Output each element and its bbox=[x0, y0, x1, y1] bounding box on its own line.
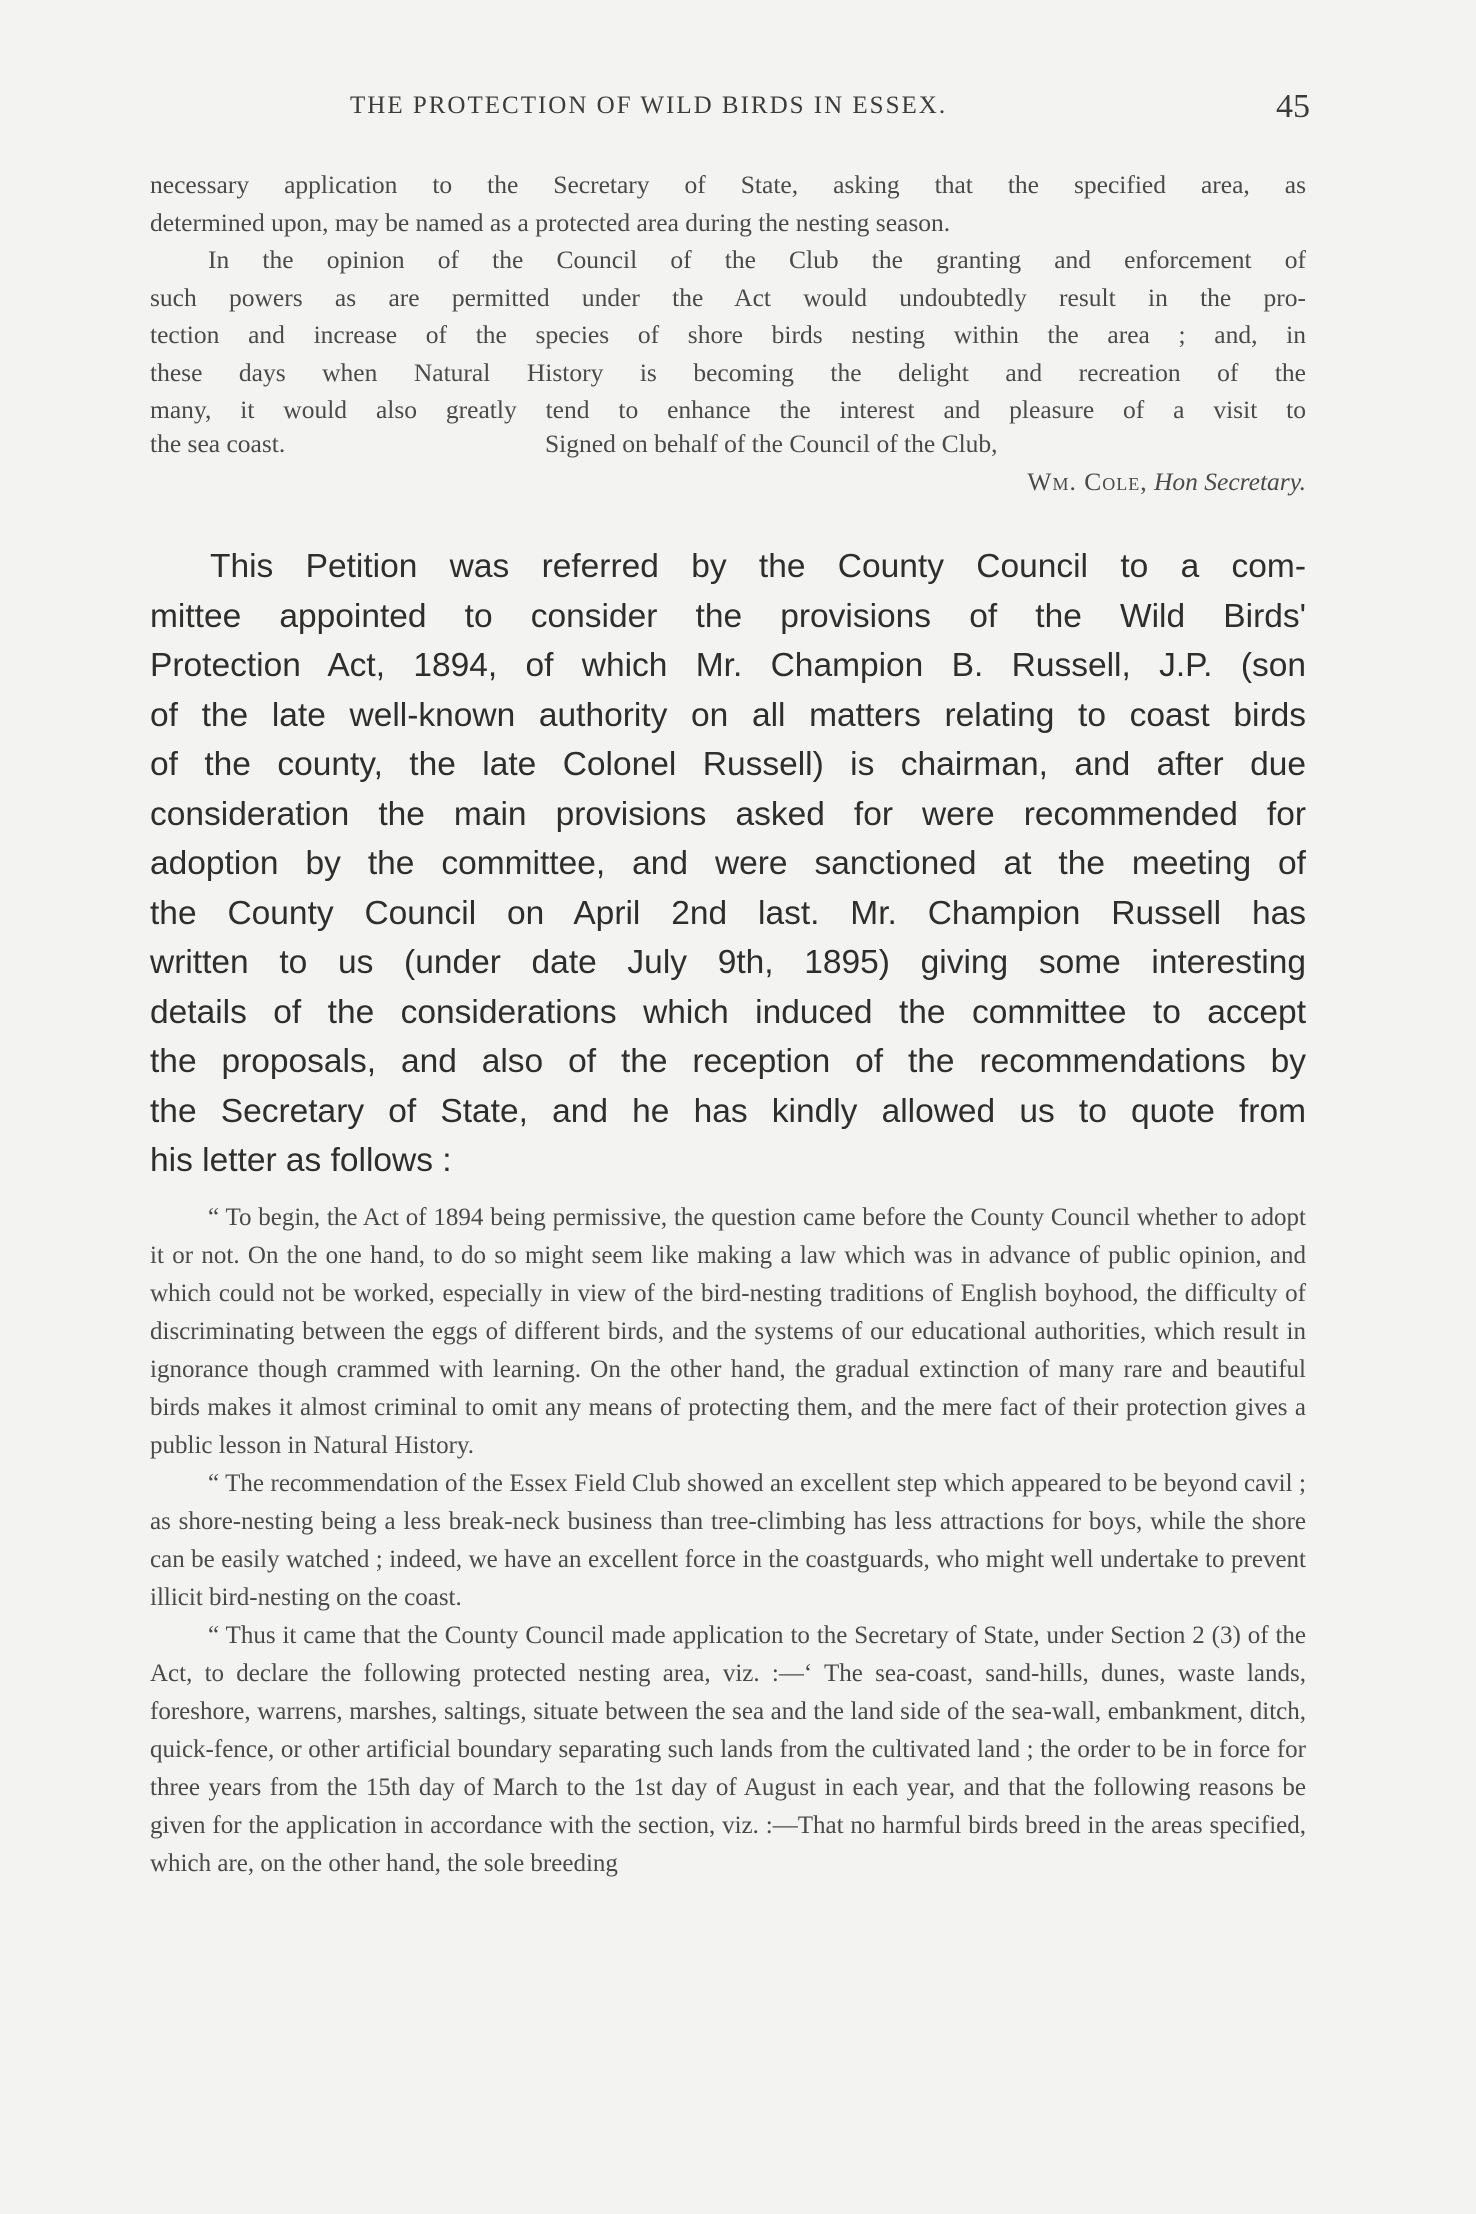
signatory-name: Wm. Cole, bbox=[1027, 466, 1148, 496]
text-line: many, it would also greatly tend to enhance the interest and pleasure of a visit to bbox=[150, 395, 1306, 424]
running-head: THE PROTECTION OF WILD BIRDS IN ESSEX. bbox=[350, 92, 948, 119]
letter-paragraph: “ To begin, the Act of 1894 being permissive, the question came before the County Council whether to adopt it or not. On the one hand, to do so might seem like making a law which was in advance of public opinion, and which could not be worked, especially in view of the bird-nesting traditions of English boyhood, the difficulty of discriminating between the eggs of different birds, and the systems of our educational authorities, which result in ignorance though crammed with learning. On the other hand, the gradual extinction of many rare and beautiful birds makes it almost criminal to omit any means of protecting them, and the mere fact of their protection gives a public lesson in Natural History. bbox=[150, 1204, 1306, 1459]
text-line: mittee appointed to consider the provisions of the Wild Birds' bbox=[150, 597, 1306, 635]
text-line: determined upon, may be named as a protected area during the nesting season. bbox=[150, 207, 951, 237]
text-line: written to us (under date July 9th, 1895) giving some interesting bbox=[150, 944, 1306, 981]
petition-text bbox=[150, 166, 1306, 507]
text-line: such powers as are permitted under the Act would undoubtedly result in the pro- bbox=[150, 282, 1306, 312]
text-line: adoption by the committee, and were sanctioned at the meeting of bbox=[150, 845, 1306, 882]
text-line: the County Council on April 2nd last. Mr. Champion Russell has bbox=[150, 894, 1306, 932]
quoted-letter bbox=[150, 1199, 1306, 1883]
text-line: of the county, the late Colonel Russell) is chairman, and after due bbox=[150, 746, 1306, 783]
text-line: details of the considerations which induced the committee to accept bbox=[150, 993, 1306, 1031]
closing-line bbox=[150, 429, 1306, 467]
text-line: Protection Act, 1894, of which Mr. Champion B. Russell, J.P. (son bbox=[150, 647, 1306, 684]
text-line: these days when Natural History is becoming the delight and recreation of the bbox=[150, 357, 1306, 387]
page-header bbox=[150, 90, 1310, 130]
text-line: In the opinion of the Council of the Club the granting and enforcement of bbox=[208, 245, 1306, 274]
closing-text: the sea coast. bbox=[150, 428, 286, 458]
signature bbox=[150, 467, 1306, 507]
text-line: the Secretary of State, and he has kindly allowed us to quote from bbox=[150, 1092, 1306, 1130]
signatory-title: Hon Secretary. bbox=[1153, 466, 1306, 496]
text-line: the proposals, and also of the reception of the recommendations by bbox=[150, 1043, 1306, 1080]
letter-paragraph: “ Thus it came that the County Council made application to the Secretary of State, under Section 2 (3) of the Act, to declare the following protected nesting area, viz. :—‘ The sea-coast, sand-hills, dunes, waste lands, foreshore, warrens, marshes, saltings, situate between the sea and the land side of the sea-wall, embankment, ditch, quick-fence, or other artificial boundary separating such lands from the cultivated land ; the order to be in force for three years from the 15th day of March to the 1st day of August in each year, and that the following reasons be given for the application in accordance with the section, viz. :—That no harmful birds breed in the areas specified, which are, on the other hand, the sole breeding bbox=[150, 1622, 1306, 1877]
text-line: his letter as follows : bbox=[150, 1142, 452, 1179]
text-line: consideration the main provisions asked for were recommended for bbox=[150, 795, 1306, 833]
text-line: necessary application to the Secretary of State, asking that the specified area, as bbox=[150, 170, 1306, 199]
text-line: of the late well-known authority on all matters relating to coast birds bbox=[150, 696, 1306, 734]
text-line: This Petition was referred by the County Council to a com- bbox=[210, 548, 1306, 585]
letter-paragraph: “ The recommendation of the Essex Field Club showed an excellent step which appeared to be beyond cavil ; as shore-nesting being a less break-neck business than tree-climbing has less attractions for boys, while the shore can be easily watched ; indeed, we have an excellent force in the coastguards, who might well undertake to prevent illicit bird-nesting on the coast. bbox=[150, 1470, 1306, 1611]
signed-on-behalf: Signed on behalf of the Council of the Club, bbox=[545, 428, 998, 458]
text-line: tection and increase of the species of shore birds nesting within the area ; and, in bbox=[150, 320, 1306, 349]
editorial-paragraph bbox=[150, 542, 1306, 1186]
page-number: 45 bbox=[1276, 88, 1310, 125]
